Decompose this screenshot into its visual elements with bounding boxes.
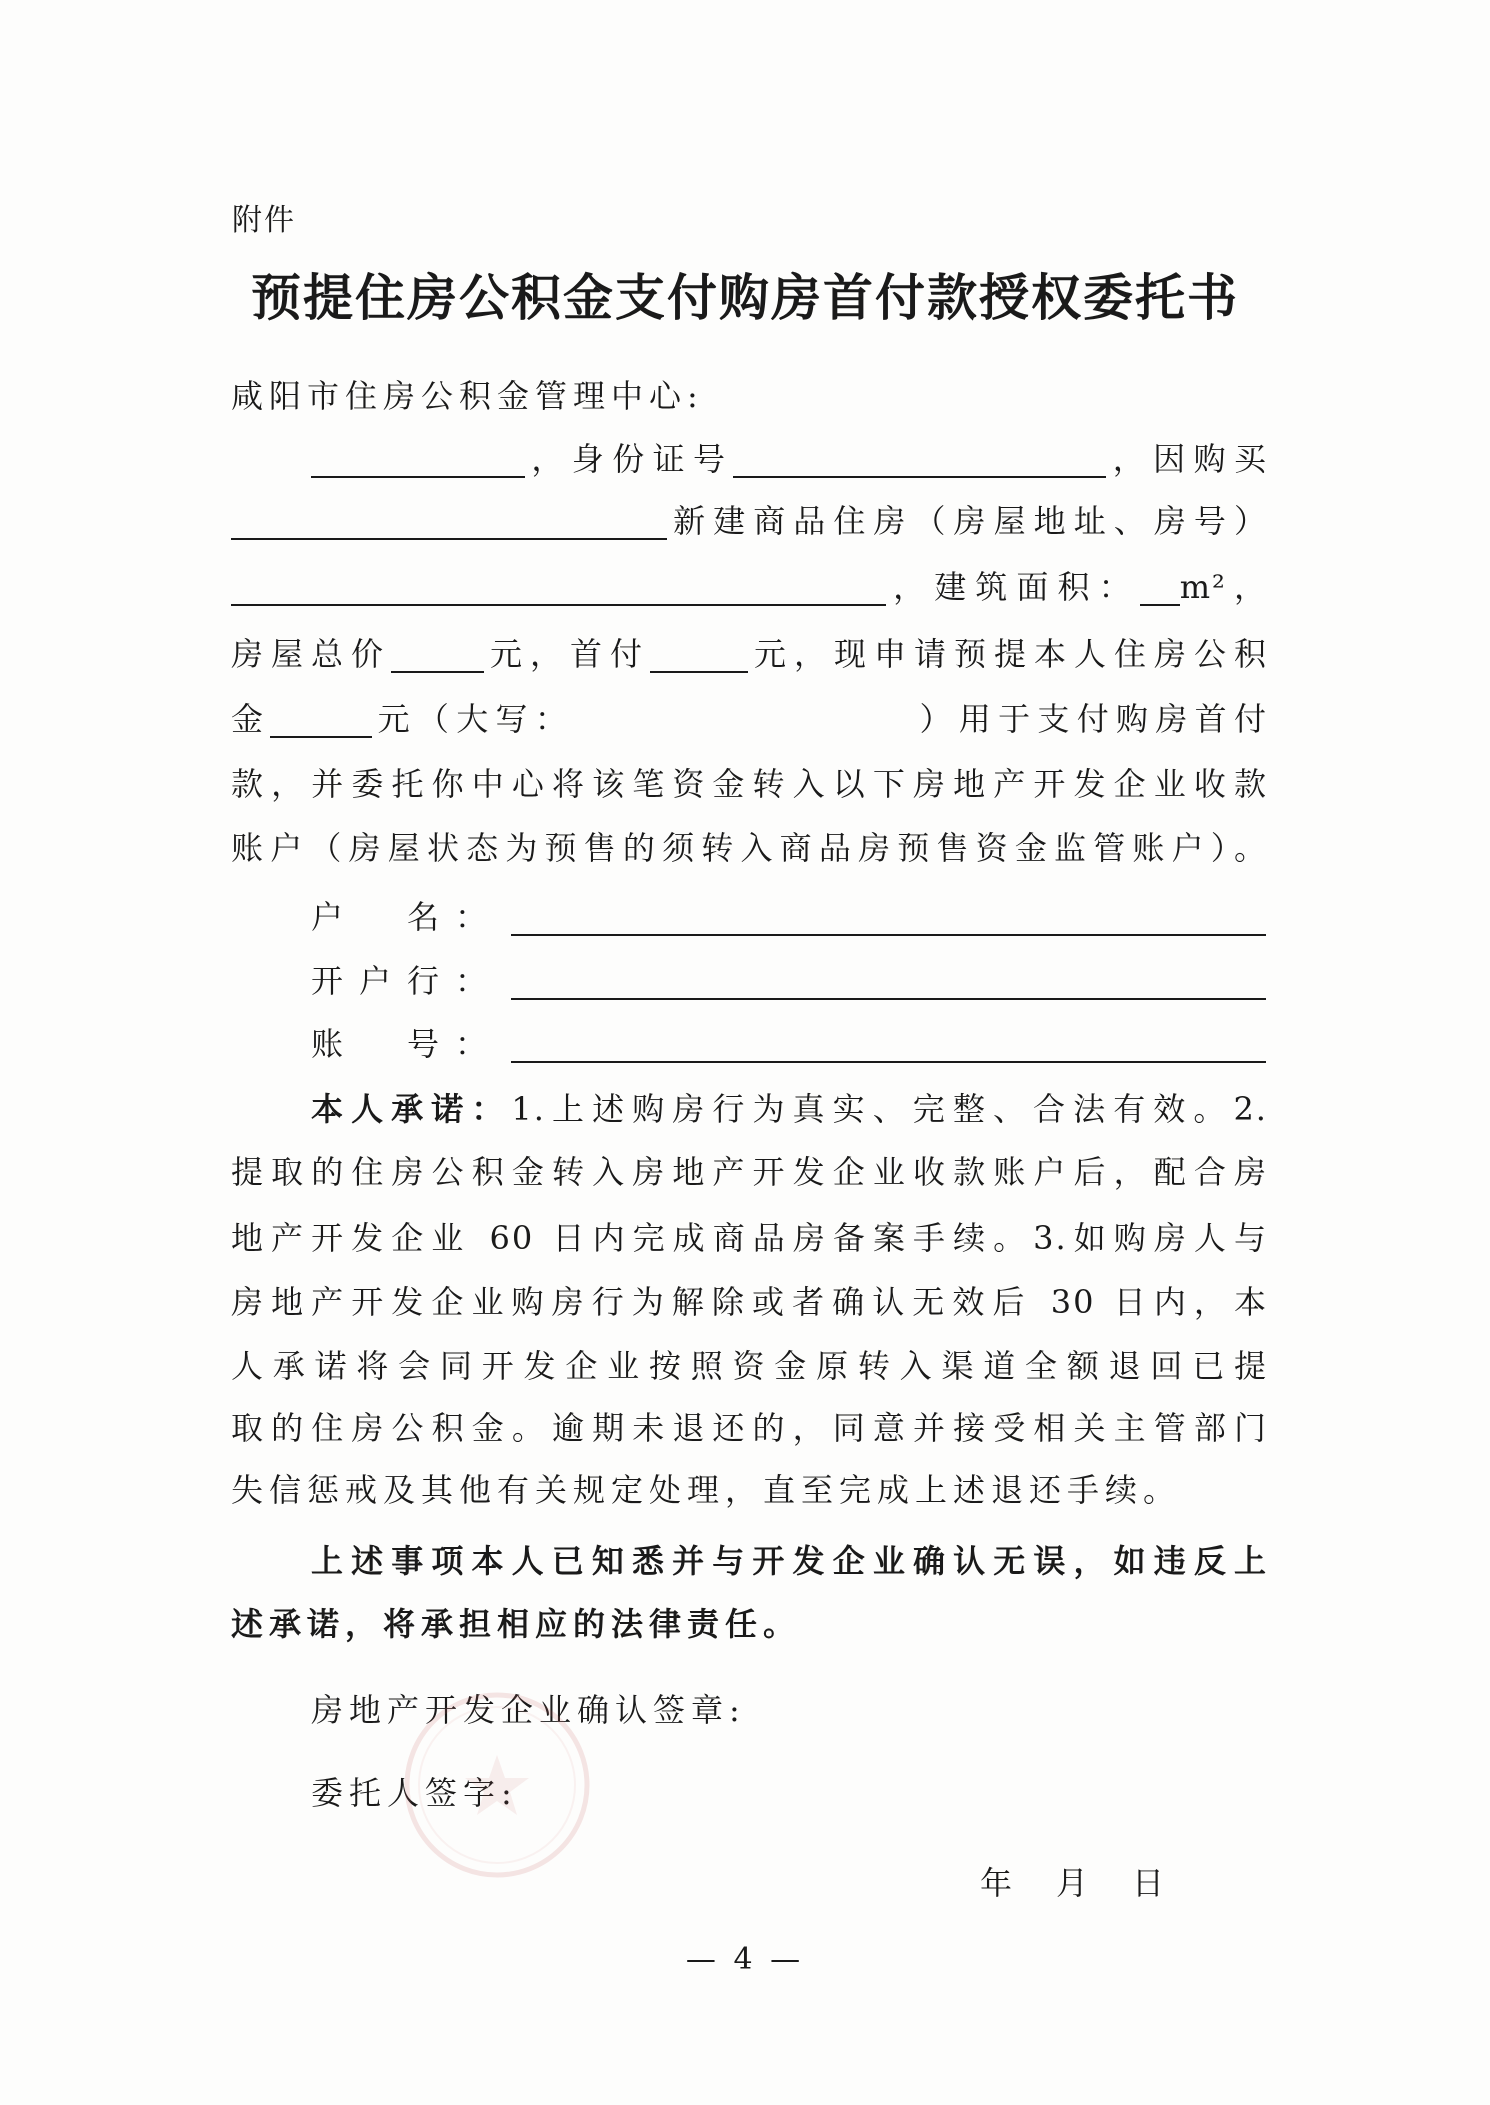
form-text: 金 — [231, 700, 271, 738]
form-line-6 — [231, 695, 1268, 743]
promise-line: 取的住房公积金。逾期未退还的，同意并接受相关主管部门 — [231, 1409, 1268, 1447]
principal-signature-label: 委托人签字: — [311, 1774, 518, 1812]
promise-text: 1.上述购房行为真实、完整、合法有效。2. — [511, 1090, 1268, 1128]
promise-line: 失信惩戒及其他有关规定处理，直至完成上述退还手续。 — [231, 1471, 1182, 1509]
form-line-3 — [231, 497, 1268, 545]
document-title: 预提住房公积金支付购房首付款授权委托书 — [251, 270, 1239, 326]
fill-blank-project — [231, 508, 667, 540]
fill-line-account-number — [511, 1031, 1266, 1063]
account-bank-label: 开户行： — [311, 962, 487, 1000]
fill-line-account-bank — [511, 968, 1266, 1000]
form-text: m²， — [1179, 568, 1268, 606]
promise-line: 地产开发企业 60 日内完成商品房备案手续。3.如购房人与 — [231, 1219, 1268, 1257]
form-text: ，建筑面积： — [886, 568, 1140, 606]
promise-line: 提取的住房公积金转入房地产开发企业收款账户后，配合房 — [231, 1153, 1268, 1191]
official-seal — [397, 1685, 597, 1885]
form-line-8: 账户（房屋状态为预售的须转入商品房预售资金监管账户）。 — [231, 829, 1268, 867]
form-line-4 — [231, 563, 1268, 611]
page-number: — 4 — — [685, 1942, 805, 1977]
form-text: ，因购买 — [1106, 440, 1268, 478]
fill-blank-area — [1140, 574, 1180, 606]
account-number-label: 账 号： — [311, 1025, 487, 1063]
form-line-7: 款，并委托你中心将该笔资金转入以下房地产开发企业收款 — [231, 765, 1268, 803]
acknowledgement-line: 述承诺，将承担相应的法律责任。 — [231, 1605, 802, 1643]
form-line-2 — [231, 435, 1268, 483]
form-text: 元，首付 — [484, 635, 650, 673]
form-text: 元（大写： — [372, 700, 575, 738]
promise-line: 人承诺将会同开发企业按照资金原转入渠道全额退回已提 — [231, 1347, 1268, 1385]
account-name-row — [231, 893, 1268, 941]
account-name-label: 户 名： — [311, 898, 487, 936]
account-bank-row — [231, 957, 1268, 1005]
promise-line-1 — [231, 1085, 1268, 1133]
attachment-label: 附件 — [232, 203, 296, 238]
fill-blank-total-price — [391, 641, 484, 673]
account-number-row — [231, 1020, 1268, 1068]
acknowledgement-line: 上述事项本人已知悉并与开发企业确认无误，如违反上 — [311, 1542, 1268, 1580]
addressee: 咸阳市住房公积金管理中心: — [231, 377, 704, 415]
fill-blank-name — [311, 446, 525, 478]
form-text: 房屋总价 — [231, 635, 391, 673]
form-text: ，身份证号 — [525, 440, 734, 478]
form-text: ）用于支付购房首付 — [914, 700, 1268, 738]
form-text: 元，现申请预提本人住房公积 — [748, 635, 1268, 673]
date-line: 年 月 日 — [980, 1864, 1171, 1902]
fill-blank-down-payment — [650, 641, 748, 673]
fill-blank-amount — [270, 706, 372, 738]
company-seal-label: 房地产开发企业确认签章: — [311, 1691, 746, 1729]
promise-heading: 本人承诺： — [311, 1090, 512, 1128]
fill-blank-address — [231, 574, 886, 606]
form-line-5 — [231, 630, 1268, 678]
fill-line-account-name — [511, 904, 1266, 936]
form-text: 新建商品住房（房屋地址、房号） — [667, 502, 1268, 540]
fill-blank-id-number — [733, 446, 1106, 478]
fill-space-amount-in-words — [574, 729, 914, 730]
promise-line: 房地产开发企业购房行为解除或者确认无效后 30 日内，本 — [231, 1283, 1268, 1321]
